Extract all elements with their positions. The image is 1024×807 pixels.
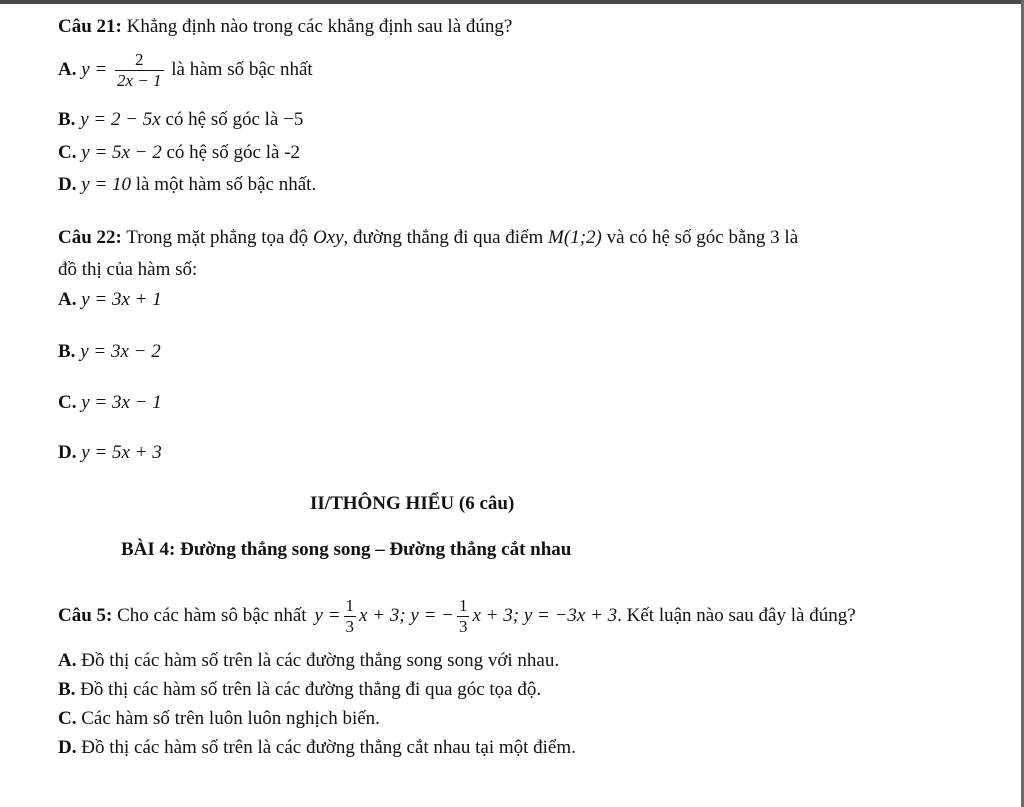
q5-option-b [58,678,541,702]
q22-d-expr: y = 5x + 3 [81,442,162,463]
q5-option-a [58,649,559,673]
q21-a-fraction [115,50,164,91]
q22-option-c [58,391,162,415]
q21-d-expr: y = 10 [81,174,131,195]
q5-d-text: Đồ thị các hàm số trên là các đường thẳng cắt nhau tại một điểm. [76,737,576,758]
q22-text3: và có hệ số góc bằng 3 là [601,227,799,248]
q5-a-letter: A. [58,650,77,671]
q22-d-letter: D. [58,442,77,463]
q21-label: Câu 21: [58,16,122,37]
q22-a-expr: y = 3x + 1 [81,289,162,310]
q21-question [58,15,512,39]
q22-question-line2 [58,258,197,282]
q5-f2-lhs: y = − [410,604,454,626]
q21-a-lhs: y = [81,58,108,80]
q21-c-expr: y = 5x − 2 [81,142,162,163]
q5-label: Câu 5: [58,604,113,626]
q21-option-d [58,173,316,197]
q21-a-rest: là hàm số bậc nhất [171,58,313,80]
q21-option-c [58,141,300,165]
q22-b-letter: B. [58,341,76,362]
q5-f1-denominator: 3 [345,617,355,636]
q5-tail: . Kết luận nào sau đây là đúng? [617,604,856,626]
q5-f1-rest: x + 3; [359,604,406,626]
q22-text4: đồ thị của hàm số: [58,259,198,280]
q5-b-text: Đồ thị các hàm số trên là các đường thẳng đi qua góc tọa độ. [75,679,542,700]
q22-label: Câu 22: [58,227,122,248]
q22-b-expr: y = 3x − 2 [80,341,161,362]
q21-a-letter: A. [58,58,77,80]
q21-option-a [58,50,313,91]
lesson-title: BÀI 4: Đường thẳng song song – Đường thẳng cắt nhau [121,539,572,560]
section-title: II/THÔNG HIỂU (6 câu) [310,493,515,514]
q5-option-d [58,736,576,760]
q21-a-numerator: 2 [135,50,144,69]
q22-c-letter: C. [58,392,77,413]
q5-c-letter: C. [58,708,77,729]
q21-c-rest: có hệ số góc là -2 [166,142,300,163]
q5-option-c [58,707,380,731]
q22-a-letter: A. [58,289,77,310]
q5-d-letter: D. [58,737,77,758]
q21-d-letter: D. [58,174,77,195]
q21-c-letter: C. [58,142,77,163]
q21-b-expr: y = 2 − 5x [80,109,161,130]
q5-f1-numerator: 1 [345,596,355,615]
q22-text1: Trong mặt phẳng tọa độ [121,227,313,248]
q22-question-line1 [58,226,798,250]
q5-a-text: Đồ thị các hàm số trên là các đường thẳng song song với nhau. [76,650,560,671]
q21-a-denominator: 2x − 1 [117,71,162,90]
q5-b-letter: B. [58,679,76,700]
q5-question [58,596,856,637]
q5-f2-numerator: 1 [458,596,468,615]
q22-text2: , đường thẳng đi qua điểm [343,227,549,248]
q5-f1-lhs: y = [314,604,341,626]
q5-f1-fraction [344,596,357,637]
top-border [0,0,1024,4]
q22-option-b [58,340,161,364]
q22-point: M(1;2) [548,227,602,248]
q21-d-rest: là một hàm số bậc nhất. [135,174,317,195]
q21-text: Khẳng định nào trong các khẳng định sau là đúng? [121,16,513,37]
q21-option-b [58,108,303,132]
q22-oxy: Oxy [312,227,344,248]
q5-f2-fraction [457,596,470,637]
q22-c-expr: y = 3x − 1 [81,392,162,413]
q5-f2-rest: x + 3; [472,604,520,626]
q5-f2-denominator: 3 [458,617,468,636]
q5-text: Cho các hàm sô bậc nhất [112,604,307,626]
q5-f3: y = −3x + 3 [523,604,618,626]
q21-b-rest: có hệ số góc là −5 [165,109,304,130]
q22-option-d [58,441,162,465]
q21-b-letter: B. [58,109,76,130]
q5-c-text: Các hàm số trên luôn luôn nghịch biến. [76,708,380,729]
q22-option-a [58,288,162,312]
